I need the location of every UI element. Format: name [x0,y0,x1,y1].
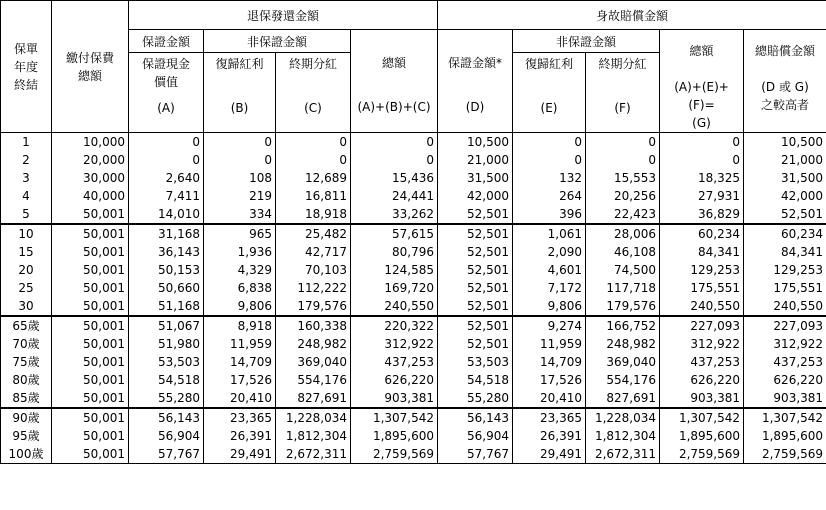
guaranteed-cash-value-header [129,53,204,133]
reversionary-bonus-cell: 219 [204,187,276,205]
guaranteed-cash-value-label: 保證現金 價值 [141,57,190,89]
total-premium-cell: 40,000 [52,187,129,205]
death-guaranteed-cell: 52,501 [438,243,513,261]
total-death-benefit-cell: 60,234 [744,224,826,243]
total-death-benefit-cell: 2,759,569 [744,445,826,464]
guaranteed-cash-value-cell: 51,168 [129,297,204,316]
reversionary-bonus-cell: 0 [204,133,276,152]
death-total-cell: 437,253 [660,353,744,371]
death-non-guaranteed-header: 非保證金額 [513,30,660,53]
death-guaranteed-cell: 56,904 [438,427,513,445]
death-reversionary-bonus-cell: 0 [513,151,586,169]
total-death-benefit-cell: 129,253 [744,261,826,279]
table-row [1,133,826,152]
terminal-dividend-cell: 179,576 [276,297,351,316]
terminal-dividend-cell: 18,918 [276,205,351,224]
reversionary-bonus-cell: 20,410 [204,389,276,408]
table-row [1,243,826,261]
total-premium-cell: 20,000 [52,151,129,169]
total-premium-cell: 50,001 [52,445,129,464]
terminal-dividend-cell: 554,176 [276,371,351,389]
death-reversionary-bonus-cell: 7,172 [513,279,586,297]
policy-year-cell: 95歲 [1,427,52,445]
guaranteed-cash-value-cell: 31,168 [129,224,204,243]
label-f: (F) [614,101,631,115]
death-guaranteed-cell: 42,000 [438,187,513,205]
death-reversionary-bonus-cell: 9,806 [513,297,586,316]
total-premium-cell: 50,001 [52,279,129,297]
reversionary-bonus-cell: 26,391 [204,427,276,445]
total-premium-cell: 50,001 [52,261,129,279]
death-reversionary-bonus-cell: 11,959 [513,335,586,353]
table-row [1,353,826,371]
label-abc: (A)+(B)+(C) [357,100,431,114]
surrender-total-cell: 437,253 [351,353,438,371]
table-row [1,335,826,353]
death-reversionary-bonus-cell: 23,365 [513,408,586,427]
guaranteed-cash-value-cell: 0 [129,151,204,169]
reversionary-bonus-header [204,53,276,133]
terminal-dividend-cell: 248,982 [276,335,351,353]
total-death-benefit-cell: 312,922 [744,335,826,353]
death-reversionary-bonus-header [513,53,586,133]
death-reversionary-bonus-cell: 26,391 [513,427,586,445]
guaranteed-cash-value-cell: 36,143 [129,243,204,261]
death-terminal-dividend-cell: 15,553 [586,169,660,187]
table-row [1,205,826,224]
death-guaranteed-cell: 52,501 [438,205,513,224]
total-premium-cell: 50,001 [52,243,129,261]
reversionary-bonus-cell: 9,806 [204,297,276,316]
death-guaranteed-cell: 52,501 [438,224,513,243]
death-guaranteed-cell: 52,501 [438,261,513,279]
guaranteed-cash-value-cell: 7,411 [129,187,204,205]
label-c: (C) [304,101,322,115]
death-reversionary-bonus-label: 復歸紅利 [525,57,574,71]
reversionary-bonus-cell: 1,936 [204,243,276,261]
label-a: (A) [157,101,175,115]
guaranteed-cash-value-cell: 56,143 [129,408,204,427]
table-body [1,133,826,464]
total-premium-cell: 50,001 [52,427,129,445]
sum-assured-header: 保證金額 [129,30,204,53]
terminal-dividend-cell: 827,691 [276,389,351,408]
label-g: (G) [692,116,711,130]
total-premium-cell: 50,001 [52,371,129,389]
surrender-total-cell: 24,441 [351,187,438,205]
policy-year-cell: 85歲 [1,389,52,408]
policy-year-cell: 30 [1,297,52,316]
terminal-dividend-cell: 12,689 [276,169,351,187]
death-reversionary-bonus-cell: 17,526 [513,371,586,389]
policy-year-header: 保單 年度 終結 [1,1,52,133]
label-e: (E) [540,101,558,115]
death-terminal-dividend-cell: 166,752 [586,316,660,335]
reversionary-bonus-cell: 108 [204,169,276,187]
label-b: (B) [230,101,249,115]
death-terminal-dividend-cell: 369,040 [586,353,660,371]
guaranteed-cash-value-cell: 56,904 [129,427,204,445]
reversionary-bonus-cell: 11,959 [204,335,276,353]
terminal-dividend-cell: 112,222 [276,279,351,297]
total-death-benefit-label: 總賠償金額 [755,44,816,58]
surrender-total-header [351,30,438,133]
death-reversionary-bonus-cell: 1,061 [513,224,586,243]
death-terminal-dividend-cell: 1,228,034 [586,408,660,427]
surrender-total-cell: 15,436 [351,169,438,187]
table-row [1,297,826,316]
death-terminal-dividend-cell: 554,176 [586,371,660,389]
surrender-total-cell: 240,550 [351,297,438,316]
death-guaranteed-cell: 52,501 [438,279,513,297]
surrender-total-cell: 312,922 [351,335,438,353]
policy-year-cell: 10 [1,224,52,243]
policy-year-cell: 25 [1,279,52,297]
guaranteed-cash-value-cell: 2,640 [129,169,204,187]
total-death-benefit-cell: 175,551 [744,279,826,297]
guaranteed-cash-value-cell: 51,067 [129,316,204,335]
reversionary-bonus-cell: 29,491 [204,445,276,464]
policy-year-cell: 4 [1,187,52,205]
policy-year-cell: 90歲 [1,408,52,427]
policy-year-cell: 1 [1,133,52,152]
guaranteed-cash-value-cell: 51,980 [129,335,204,353]
death-total-cell: 312,922 [660,335,744,353]
death-total-cell: 84,341 [660,243,744,261]
total-death-benefit-cell: 84,341 [744,243,826,261]
table-row [1,151,826,169]
death-terminal-dividend-cell: 28,006 [586,224,660,243]
policy-year-cell: 3 [1,169,52,187]
table-row [1,389,826,408]
terminal-dividend-cell: 369,040 [276,353,351,371]
death-guaranteed-header [438,30,513,133]
total-death-benefit-cell: 1,307,542 [744,408,826,427]
death-total-cell: 0 [660,151,744,169]
death-guaranteed-cell: 21,000 [438,151,513,169]
death-terminal-dividend-cell: 0 [586,151,660,169]
total-death-benefit-cell: 227,093 [744,316,826,335]
death-total-cell: 227,093 [660,316,744,335]
table-row [1,445,826,464]
death-total-cell: 18,325 [660,169,744,187]
death-total-cell: 60,234 [660,224,744,243]
total-premium-cell: 50,001 [52,335,129,353]
death-terminal-dividend-cell: 827,691 [586,389,660,408]
policy-year-cell: 75歲 [1,353,52,371]
surrender-total-cell: 0 [351,151,438,169]
death-total-cell: 175,551 [660,279,744,297]
surrender-total-cell: 903,381 [351,389,438,408]
death-total-cell: 903,381 [660,389,744,408]
death-reversionary-bonus-cell: 9,274 [513,316,586,335]
surrender-total-cell: 220,322 [351,316,438,335]
label-dg: (D 或 G) [761,80,809,94]
death-guaranteed-cell: 57,767 [438,445,513,464]
table-row [1,224,826,243]
total-premium-cell: 30,000 [52,169,129,187]
table-row [1,187,826,205]
death-total-cell: 626,220 [660,371,744,389]
table-row [1,261,826,279]
total-death-benefit-header [744,30,826,133]
surrender-total-cell: 626,220 [351,371,438,389]
surrender-total-cell: 2,759,569 [351,445,438,464]
terminal-dividend-cell: 25,482 [276,224,351,243]
policy-year-cell: 2 [1,151,52,169]
death-total-cell: 2,759,569 [660,445,744,464]
table-row [1,279,826,297]
policy-year-cell: 80歲 [1,371,52,389]
table-row [1,316,826,335]
total-premium-cell: 50,001 [52,408,129,427]
guaranteed-cash-value-cell: 50,660 [129,279,204,297]
death-total-header [660,30,744,133]
terminal-dividend-cell: 42,717 [276,243,351,261]
death-terminal-dividend-cell: 248,982 [586,335,660,353]
death-guaranteed-cell: 52,501 [438,335,513,353]
policy-year-cell: 65歲 [1,316,52,335]
death-reversionary-bonus-cell: 396 [513,205,586,224]
table-row [1,427,826,445]
death-terminal-dividend-cell: 179,576 [586,297,660,316]
guaranteed-amount-star-label: 保證金額* [448,56,503,70]
death-guaranteed-cell: 55,280 [438,389,513,408]
reversionary-bonus-cell: 8,918 [204,316,276,335]
surrender-total-cell: 124,585 [351,261,438,279]
death-guaranteed-cell: 31,500 [438,169,513,187]
total-death-benefit-cell: 31,500 [744,169,826,187]
terminal-dividend-cell: 16,811 [276,187,351,205]
death-total-cell: 240,550 [660,297,744,316]
death-terminal-dividend-cell: 1,812,304 [586,427,660,445]
surrender-total-cell: 80,796 [351,243,438,261]
reversionary-bonus-cell: 965 [204,224,276,243]
label-dg-note: 之較高者 [761,98,810,112]
surrender-total-cell: 0 [351,133,438,152]
terminal-dividend-label: 終期分紅 [288,57,337,71]
guaranteed-cash-value-cell: 57,767 [129,445,204,464]
policy-year-cell: 70歲 [1,335,52,353]
death-terminal-dividend-cell: 0 [586,133,660,152]
death-total-cell: 27,931 [660,187,744,205]
surrender-value-group-header: 退保發還金額 [129,1,438,30]
terminal-dividend-header [276,53,351,133]
total-premium-header: 繳付保費 總額 [52,1,129,133]
terminal-dividend-cell: 0 [276,133,351,152]
table-header [1,1,826,133]
death-total-label: 總額 [689,44,714,58]
death-terminal-dividend-cell: 2,672,311 [586,445,660,464]
death-total-cell: 36,829 [660,205,744,224]
total-death-benefit-cell: 437,253 [744,353,826,371]
total-death-benefit-cell: 903,381 [744,389,826,408]
death-total-cell: 1,895,600 [660,427,744,445]
death-total-cell: 129,253 [660,261,744,279]
total-premium-cell: 50,001 [52,205,129,224]
surrender-total-cell: 33,262 [351,205,438,224]
terminal-dividend-cell: 160,338 [276,316,351,335]
table-row [1,371,826,389]
terminal-dividend-cell: 1,812,304 [276,427,351,445]
policy-year-cell: 100歲 [1,445,52,464]
total-death-benefit-cell: 52,501 [744,205,826,224]
death-reversionary-bonus-cell: 0 [513,133,586,152]
reversionary-bonus-label: 復歸紅利 [215,57,264,71]
death-terminal-dividend-cell: 46,108 [586,243,660,261]
reversionary-bonus-cell: 0 [204,151,276,169]
death-terminal-dividend-cell: 74,500 [586,261,660,279]
total-premium-cell: 50,001 [52,316,129,335]
death-guaranteed-cell: 52,501 [438,316,513,335]
guaranteed-cash-value-cell: 14,010 [129,205,204,224]
death-terminal-dividend-cell: 22,423 [586,205,660,224]
surrender-total-cell: 57,615 [351,224,438,243]
guaranteed-cash-value-cell: 0 [129,133,204,152]
death-total-cell: 0 [660,133,744,152]
death-guaranteed-cell: 53,503 [438,353,513,371]
death-reversionary-bonus-cell: 29,491 [513,445,586,464]
policy-year-cell: 20 [1,261,52,279]
guaranteed-cash-value-cell: 53,503 [129,353,204,371]
terminal-dividend-cell: 70,103 [276,261,351,279]
death-reversionary-bonus-cell: 2,090 [513,243,586,261]
reversionary-bonus-cell: 17,526 [204,371,276,389]
death-terminal-dividend-cell: 117,718 [586,279,660,297]
terminal-dividend-cell: 2,672,311 [276,445,351,464]
death-terminal-dividend-cell: 20,256 [586,187,660,205]
label-aef: (A)+(E)+(F)= [674,80,729,112]
label-d: (D) [465,100,485,114]
reversionary-bonus-cell: 14,709 [204,353,276,371]
reversionary-bonus-cell: 334 [204,205,276,224]
total-premium-cell: 50,001 [52,353,129,371]
surrender-total-cell: 1,307,542 [351,408,438,427]
total-death-benefit-cell: 626,220 [744,371,826,389]
total-death-benefit-cell: 1,895,600 [744,427,826,445]
total-death-benefit-cell: 42,000 [744,187,826,205]
death-terminal-dividend-label: 終期分紅 [598,57,647,71]
total-death-benefit-cell: 10,500 [744,133,826,152]
death-reversionary-bonus-cell: 264 [513,187,586,205]
total-death-benefit-cell: 21,000 [744,151,826,169]
death-guaranteed-cell: 10,500 [438,133,513,152]
total-premium-cell: 10,000 [52,133,129,152]
death-reversionary-bonus-cell: 14,709 [513,353,586,371]
death-terminal-dividend-header [586,53,660,133]
death-reversionary-bonus-cell: 20,410 [513,389,586,408]
death-reversionary-bonus-cell: 132 [513,169,586,187]
death-reversionary-bonus-cell: 4,601 [513,261,586,279]
guaranteed-cash-value-cell: 50,153 [129,261,204,279]
surrender-total-label: 總額 [382,56,407,70]
total-premium-cell: 50,001 [52,224,129,243]
death-benefit-group-header: 身故賠償金額 [438,1,826,30]
policy-year-cell: 15 [1,243,52,261]
table-row [1,408,826,427]
terminal-dividend-cell: 0 [276,151,351,169]
total-premium-cell: 50,001 [52,389,129,408]
non-guaranteed-header: 非保證金額 [204,30,351,53]
death-guaranteed-cell: 52,501 [438,297,513,316]
terminal-dividend-cell: 1,228,034 [276,408,351,427]
table-row [1,169,826,187]
guaranteed-cash-value-cell: 55,280 [129,389,204,408]
reversionary-bonus-cell: 23,365 [204,408,276,427]
surrender-total-cell: 1,895,600 [351,427,438,445]
total-premium-cell: 50,001 [52,297,129,316]
policy-year-cell: 5 [1,205,52,224]
death-guaranteed-cell: 56,143 [438,408,513,427]
reversionary-bonus-cell: 4,329 [204,261,276,279]
guaranteed-cash-value-cell: 54,518 [129,371,204,389]
death-total-cell: 1,307,542 [660,408,744,427]
death-guaranteed-cell: 54,518 [438,371,513,389]
surrender-total-cell: 169,720 [351,279,438,297]
total-death-benefit-cell: 240,550 [744,297,826,316]
reversionary-bonus-cell: 6,838 [204,279,276,297]
